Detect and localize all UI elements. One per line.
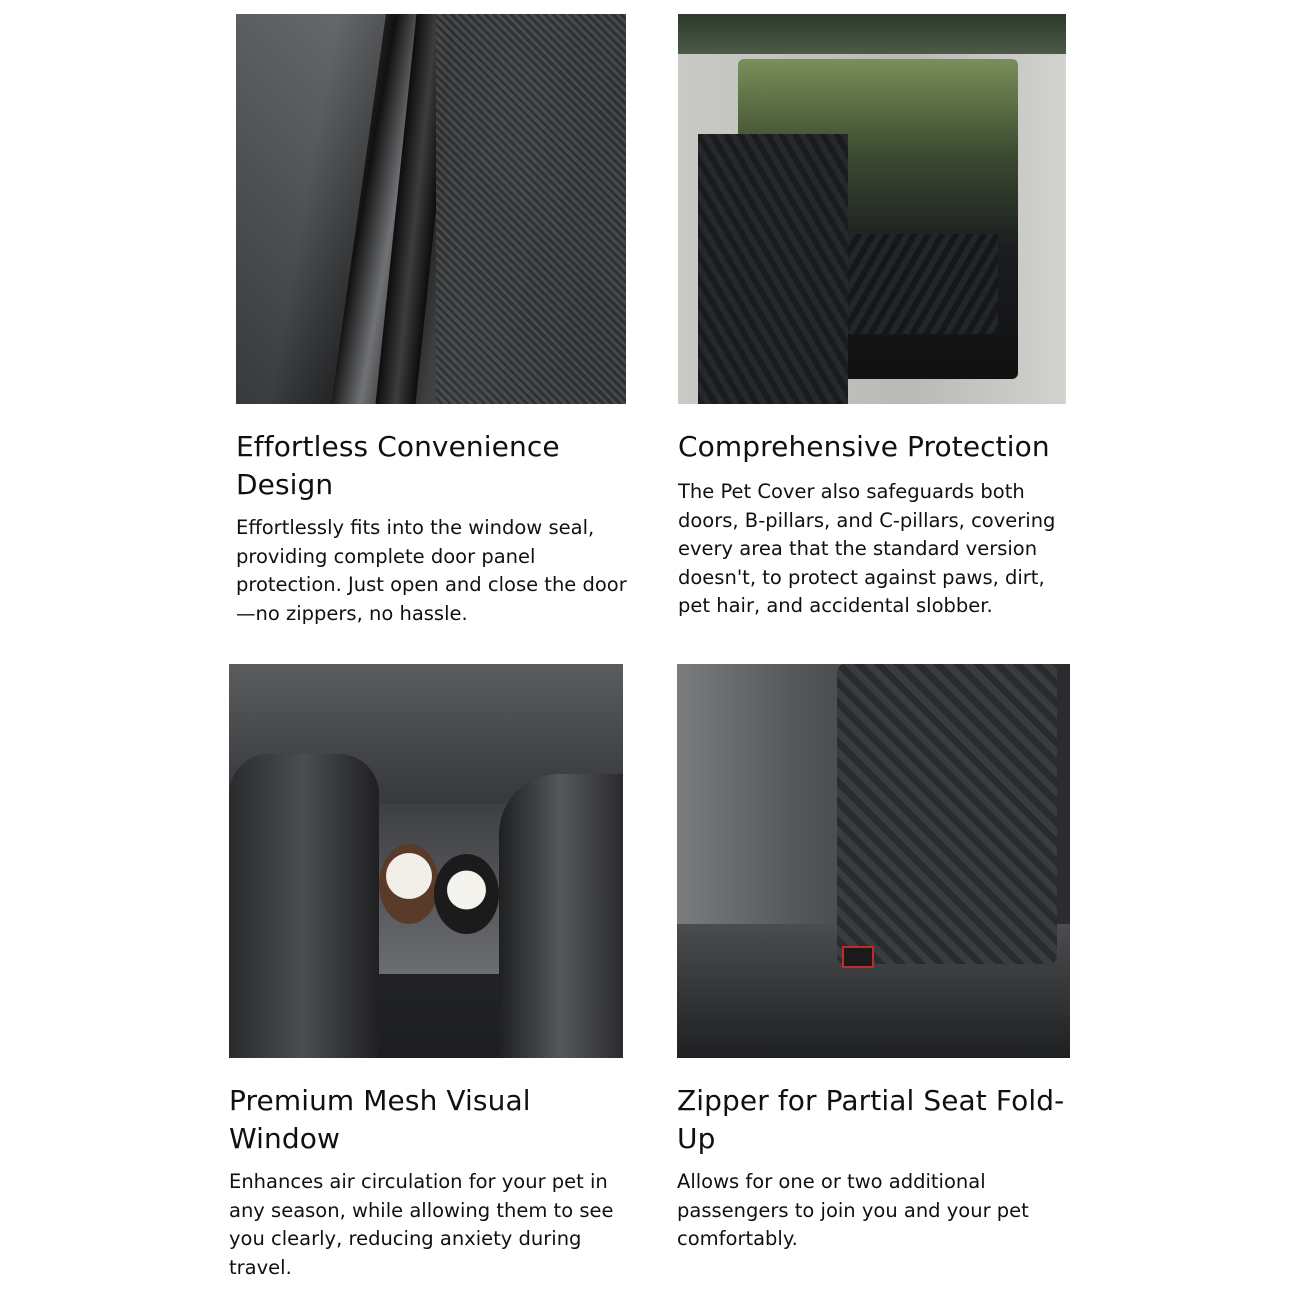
feature-title: Zipper for Partial Seat Fold-Up <box>677 1084 1065 1155</box>
dog-illustration <box>379 844 439 924</box>
feature-title: Comprehensive Protection <box>678 430 1050 463</box>
seatbelt-buckle <box>842 946 874 968</box>
feature-title: Premium Mesh Visual Window <box>229 1084 531 1155</box>
feature-image-dogs-mesh <box>229 664 623 1058</box>
feature-image-window-seal <box>236 14 626 404</box>
feature-card-convenience <box>236 14 636 628</box>
feature-description: Effortlessly fits into the window seal, providing complete door panel protection. Just open and close the door—no zippers, no hassle. <box>236 516 627 625</box>
feature-card-mesh-window <box>229 664 639 1282</box>
feature-card-protection <box>678 14 1078 621</box>
feature-image-open-door <box>678 14 1066 404</box>
feature-image-seat-foldup <box>677 664 1070 1058</box>
feature-title: Effortless Convenience Design <box>236 430 560 501</box>
dog-illustration <box>434 854 499 934</box>
feature-description: Enhances air circulation for your pet in any season, while allowing them to see you clearly, reducing anxiety during travel. <box>229 1170 614 1279</box>
feature-description: The Pet Cover also safeguards both doors, B-pillars, and C-pillars, covering every area that the standard version doesn't, to protect against paws, dirt, pet hair, and accidental slobber. <box>678 480 1056 617</box>
feature-card-zipper <box>677 664 1097 1254</box>
feature-description: Allows for one or two additional passengers to join you and your pet comfortably. <box>677 1170 1029 1250</box>
